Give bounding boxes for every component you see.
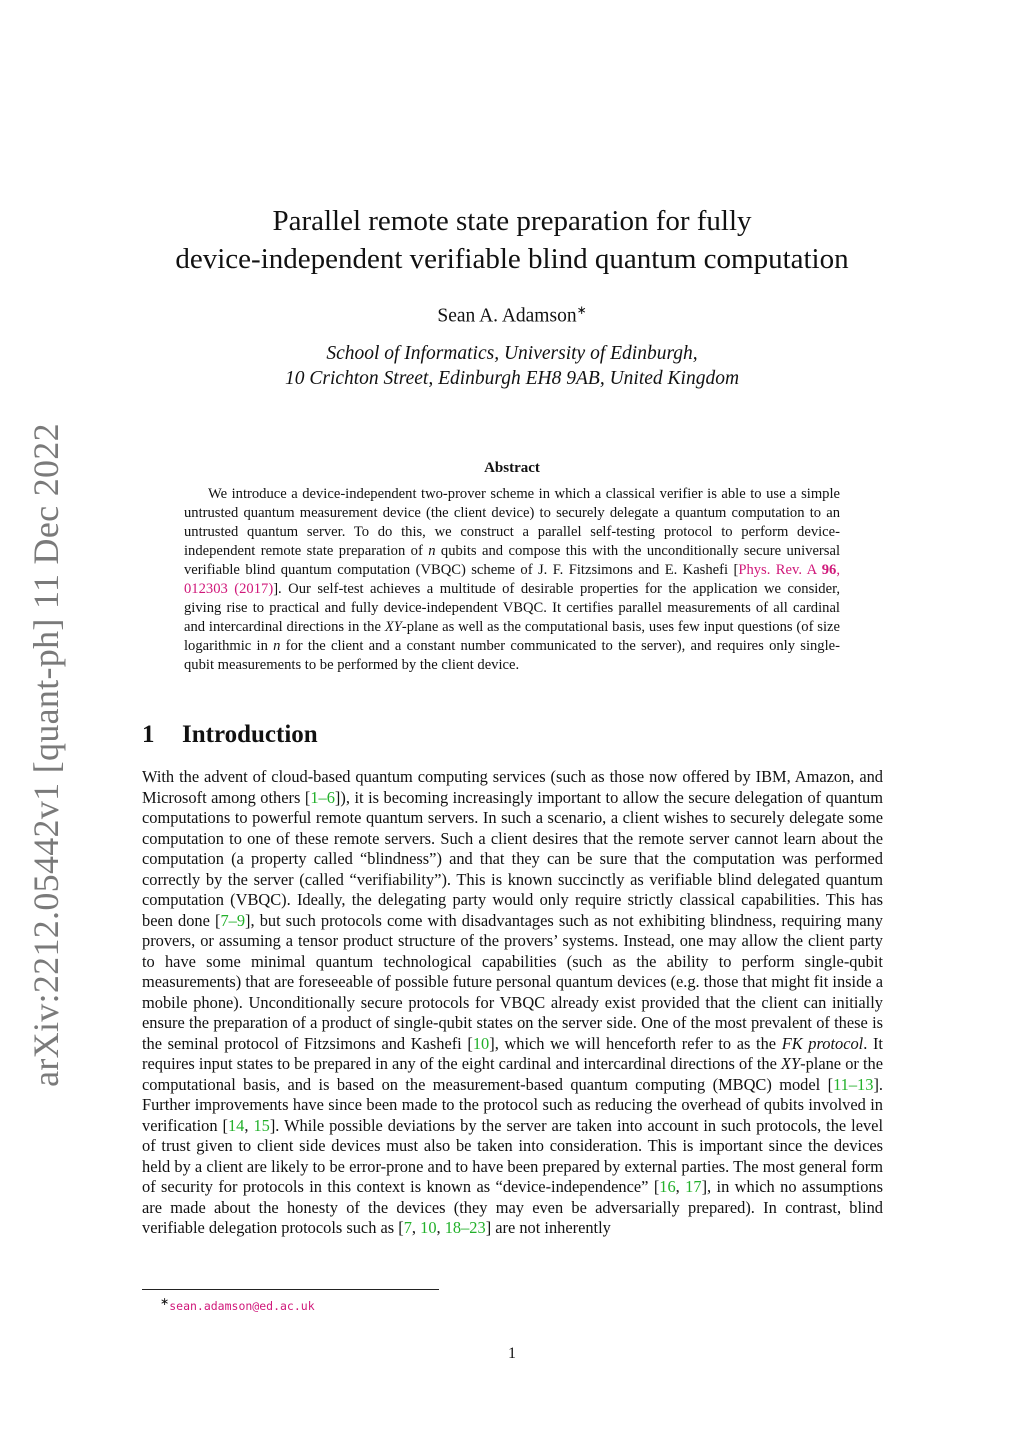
arxiv-stamp-text: arXiv:2212.05442v1 [quant-ph] 11 Dec 2022 — [26, 423, 66, 1087]
citation-link[interactable]: 15 — [253, 1115, 270, 1135]
body-text: . It requires input states to be prepared in any of the eight cardinal and intercardinal directions of the — [142, 1033, 883, 1073]
citation-link[interactable]: 14 — [227, 1115, 245, 1135]
citation-link[interactable]: 11–13 — [833, 1074, 874, 1094]
affiliation — [140, 341, 884, 391]
citation-link[interactable]: 18–23 — [444, 1218, 486, 1237]
abstract-heading: Abstract — [484, 460, 540, 476]
body-text: ], in which no assumptions are made about the honesty of the devices (they may even be adversarially prepared). In contrast, blind verifiable delegation protocols such as [ — [142, 1177, 883, 1237]
footnote — [160, 1295, 315, 1313]
section-title: Introduction — [182, 721, 318, 748]
affiliation-line-1: School of Informatics, University of Edinburgh, — [326, 343, 698, 364]
math-xy: XY — [384, 619, 402, 635]
journal-article: , 012303 (2017) — [184, 562, 840, 597]
math-n: n — [428, 543, 436, 559]
body-text: , — [675, 1177, 686, 1196]
abstract-text: We introduce a device-independent two-prover scheme in which a classical verifier is able to use a simple untrusted quantum measurement device (the client device) to securely delegate a quantum computation to an untrusted quantum server. To do this, we construct a parallel self-testing protocol to perform device-independent remote state preparation of — [184, 486, 840, 559]
journal-volume: 96 — [821, 562, 837, 578]
title-line-1: Parallel remote state preparation for fully — [272, 205, 752, 237]
author — [140, 297, 884, 330]
abstract-text: for the client and a constant number communicated to the server), and requires only single-qubit measurements to be performed by the client device. — [184, 638, 840, 673]
citation-link[interactable]: 7 — [403, 1218, 412, 1237]
body-text: With the advent of cloud-based quantum computing services (such as those now offered by IBM, Amazon, and Microsoft among others [ — [142, 767, 883, 807]
abstract-text: ]. Our self-test achieves a multitude of desirable properties for the application we consider, giving rise to practical and fully device-independent VBQC. It certifies parallel measurements of all cardinal and intercardinal directions in the — [184, 581, 840, 635]
introduction-paragraph — [142, 767, 883, 1239]
author-email-link[interactable]: sean.adamson@ed.ac.uk — [169, 1298, 315, 1313]
citation-link[interactable]: 10 — [420, 1218, 437, 1237]
body-text: , — [244, 1115, 254, 1135]
fk-protocol-term: FK protocol — [781, 1033, 864, 1053]
author-footnote-mark: ∗ — [576, 303, 587, 317]
body-text: ], which we will henceforth refer to as the — [489, 1033, 782, 1053]
body-text: ] are not inherently — [485, 1218, 611, 1237]
body-text: , — [411, 1218, 421, 1237]
body-text: -plane or the computational basis, and is based on the measurement-based quantum computing (MBQC) model [ — [142, 1054, 884, 1094]
citation-link[interactable]: 17 — [685, 1177, 702, 1196]
affiliation-line-2: 10 Crichton Street, Edinburgh EH8 9AB, United Kingdom — [284, 368, 740, 389]
citation-link[interactable]: 7–9 — [220, 910, 246, 930]
body-text: ]. Further improvements have since been made to the protocol such as reducing the overhead of qubits involved in verification [ — [142, 1074, 883, 1135]
citation-link[interactable]: 1–6 — [310, 787, 335, 807]
citation-link[interactable]: 10 — [472, 1033, 490, 1053]
abstract-text: -plane as well as the computational basis, uses few input questions (of size logarithmic in — [184, 619, 840, 654]
abstract-text: qubits and compose this with the unconditionally secure universal verifiable blind quantum computation (VBQC) scheme of J. F. Fitzsimons and E. Kashefi [ — [184, 543, 841, 578]
body-text: ]), it is becoming increasingly important to allow the secure delegation of quantum computations to powerful remote quantum servers. In such a scenario, a client wishes to securely delegate some computation to one of these remote servers. Such a client desires that the remote server cannot learn about the computation (a property called “blindness”) and that they can be sure that the computation was performed correctly by the server (called “verifiability”). This is known succinctly as verifiable blind delegated quantum computation (VBQC). Ideally, the delegating party would only require strictly classical capabilities. This has been done [ — [142, 787, 883, 930]
body-text: , — [436, 1218, 445, 1237]
body-text: ]. While possible deviations by the server are taken into account in such protocols, the level of trust given to client side devices must also be taken into consideration. This is important since the devices held by a client are likely to be error-prone and to have been prepared by external parties. The most general form of security for protocols in this context is known as “device-independence” [ — [142, 1115, 883, 1196]
arxiv-stamp — [22, 423, 70, 1087]
citation-link[interactable]: 16 — [659, 1177, 676, 1196]
section-heading — [142, 721, 318, 749]
body-text: ], but such protocols come with disadvantages such as not exhibiting blindness, requiring many provers, or assuming a tensor product structure of the provers’ systems. Instead, one may allow the client party to have some minimal quantum technological capabilities (such as the ability to perform single-qubit measurements) that are foreseeable of possible future personal quantum devices (e.g. those that might fit inside a mobile phone). Unconditionally secure protocols for VBQC already exist provided that the client can initially ensure the preparation of a product of single-qubit states on the server side. One of the most prevalent of these is the seminal protocol of Fitzsimons and Kashefi [ — [142, 910, 883, 1053]
journal-name: Phys. Rev. A — [738, 562, 822, 578]
title-line-2: device-independent verifiable blind quantum computation — [175, 243, 849, 275]
paper-title — [140, 202, 884, 278]
abstract-body — [184, 485, 840, 675]
section-number: 1 — [142, 721, 155, 748]
footnote-rule — [142, 1289, 439, 1290]
math-xy: XY — [780, 1054, 801, 1073]
footnote-mark: ∗ — [160, 1296, 170, 1308]
math-n: n — [273, 638, 281, 654]
author-name: Sean A. Adamson — [437, 305, 577, 327]
page-number: 1 — [508, 1345, 516, 1362]
